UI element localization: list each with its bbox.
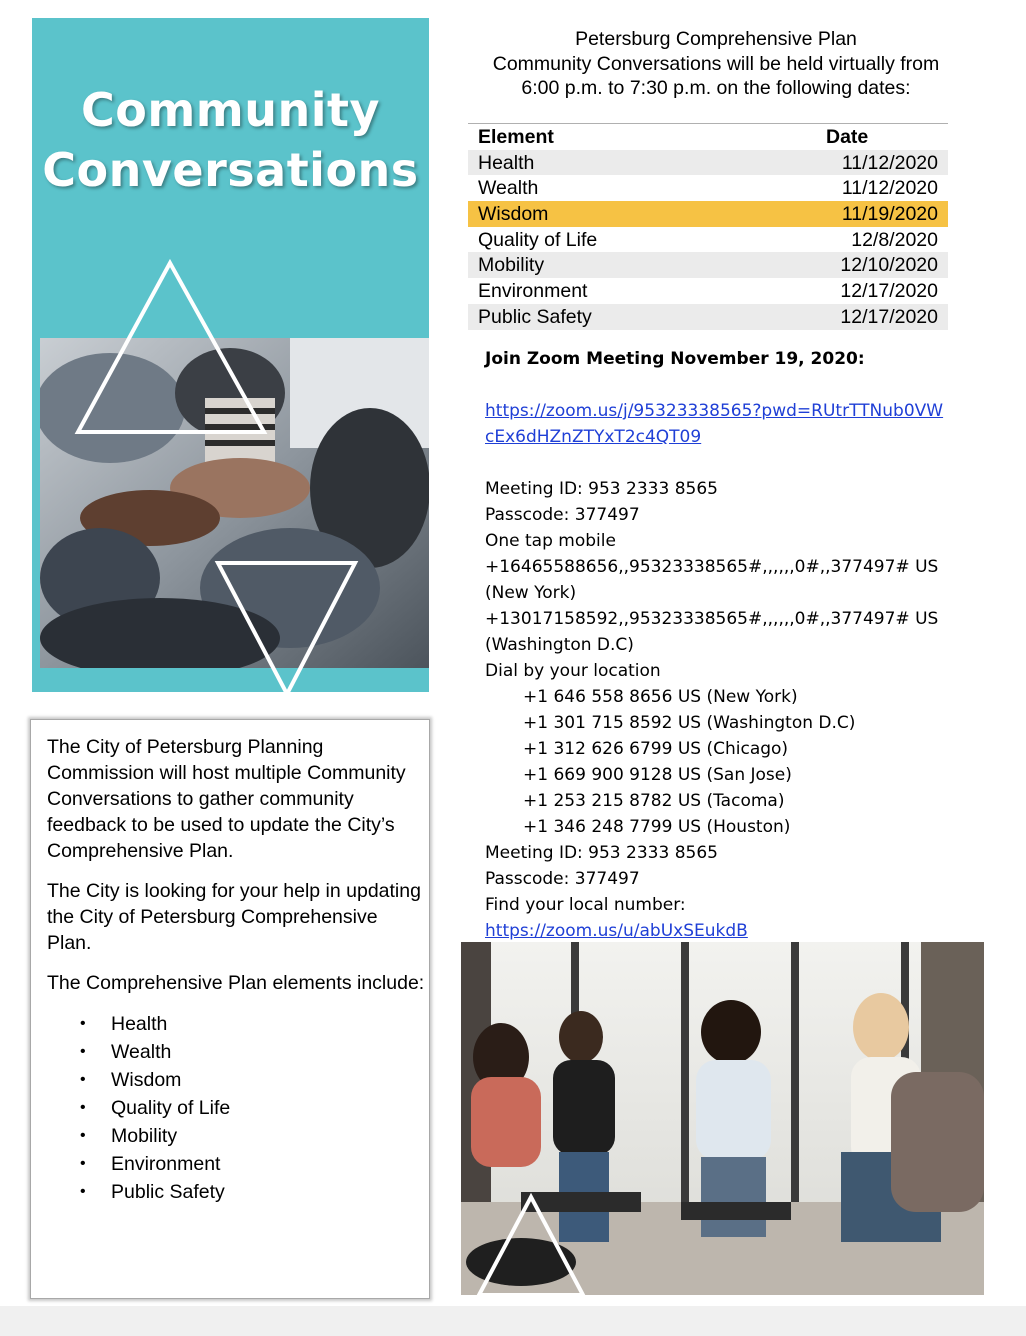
one-tap-number-2: +13017158592,,95323338565#,,,,,,0#,,377497# US	[485, 609, 939, 629]
elements-list	[47, 1010, 427, 1206]
table-row	[468, 304, 948, 330]
header-line-3: 6:00 p.m. to 7:30 p.m. on the following dates:	[521, 77, 911, 99]
list-item	[47, 1066, 427, 1094]
triangle-down-icon	[218, 563, 355, 692]
cell-date: 12/17/2020	[840, 280, 938, 303]
list-item-label: Public Safety	[111, 1181, 225, 1203]
list-item-label: Mobility	[111, 1125, 178, 1147]
table-header-row	[468, 124, 948, 150]
header-line-2: Community Conversations will be held virtually from	[492, 52, 940, 75]
bullet-icon: •	[80, 1155, 86, 1172]
info-paragraph-2: The City is looking for your help in updating the City of Petersburg Comprehensive Plan.	[47, 880, 421, 954]
bullet-icon: •	[80, 1099, 86, 1116]
zoom-meeting-link-cont[interactable]: cEx6dHZnZTYxT2c4QT09	[485, 427, 702, 447]
passcode: Passcode: 377497	[485, 505, 640, 525]
table-row	[468, 175, 948, 201]
table-row	[468, 150, 948, 176]
dial-number: +1 253 215 8782 US (Tacoma)	[523, 791, 785, 811]
group-discussion-photo	[461, 942, 984, 1295]
cell-date: 11/19/2020	[841, 203, 938, 226]
info-paragraph-3: The Comprehensive Plan elements include:	[47, 972, 425, 994]
dial-number: +1 669 900 9128 US (San Jose)	[523, 765, 792, 785]
cell-element: Public Safety	[478, 305, 592, 328]
list-item-label: Environment	[111, 1153, 221, 1175]
cell-element: Environment	[478, 280, 588, 303]
poster-triangles	[32, 18, 429, 692]
one-tap-location-2: (Washington D.C)	[485, 635, 634, 655]
table-row	[468, 278, 948, 304]
info-box	[30, 719, 430, 1299]
bullet-icon: •	[80, 1183, 86, 1200]
cell-date: 12/8/2020	[851, 228, 938, 251]
dial-label: Dial by your location	[485, 661, 661, 681]
list-item-label: Wealth	[111, 1041, 172, 1063]
meeting-id: Meeting ID: 953 2333 8565	[485, 479, 718, 499]
bullet-icon: •	[80, 1071, 86, 1088]
column-header-date: Date	[826, 126, 869, 148]
column-header-element: Element	[478, 126, 554, 148]
info-paragraph-1: The City of Petersburg Planning Commission will host multiple Community Conversations to gather community feedback to be used to update the City’s Comprehensive Plan.	[47, 736, 406, 862]
poster-title-line2: Conversations	[42, 143, 419, 197]
bullet-icon: •	[80, 1127, 86, 1144]
bullet-icon: •	[80, 1015, 86, 1032]
dial-number: +1 646 558 8656 US (New York)	[523, 687, 798, 707]
passcode-2: Passcode: 377497	[485, 869, 640, 889]
cell-date: 11/12/2020	[841, 177, 938, 200]
one-tap-location-1: (New York)	[485, 583, 577, 603]
cell-element: Health	[478, 151, 535, 174]
cell-element: Mobility	[478, 254, 545, 277]
dial-number: +1 312 626 6799 US (Chicago)	[523, 739, 789, 759]
page-bottom-band	[0, 1306, 1026, 1336]
one-tap-label: One tap mobile	[485, 531, 616, 551]
list-item	[47, 1150, 427, 1178]
zoom-meeting-link[interactable]: https://zoom.us/j/95323338565?pwd=RUtrTTNub0VW	[485, 401, 944, 421]
find-local-label: Find your local number:	[485, 895, 686, 915]
table-row-highlighted	[468, 201, 948, 227]
list-item	[47, 1010, 427, 1038]
one-tap-number-1: +16465588656,,95323338565#,,,,,,0#,,377497# US	[485, 557, 939, 577]
list-item	[47, 1122, 427, 1150]
cell-element: Quality of Life	[478, 228, 598, 251]
table-row	[468, 227, 948, 253]
table-row	[468, 252, 948, 278]
list-item-label: Quality of Life	[111, 1097, 231, 1119]
cell-date: 12/17/2020	[840, 305, 938, 328]
zoom-heading: Join Zoom Meeting November 19, 2020:	[485, 349, 865, 369]
list-item	[47, 1178, 427, 1206]
plan-header	[466, 27, 966, 101]
dial-number: +1 301 715 8592 US (Washington D.C)	[523, 713, 856, 733]
community-conversations-poster	[32, 18, 429, 692]
dial-number: +1 346 248 7799 US (Houston)	[523, 817, 791, 837]
list-item	[47, 1038, 427, 1066]
zoom-meeting-info	[485, 346, 985, 944]
cell-element: Wealth	[478, 177, 539, 200]
list-item	[47, 1094, 427, 1122]
schedule-table	[468, 123, 948, 330]
cell-element: Wisdom	[478, 203, 549, 226]
meeting-id-2: Meeting ID: 953 2333 8565	[485, 843, 718, 863]
cell-date: 12/10/2020	[840, 254, 938, 277]
header-line-1: Petersburg Comprehensive Plan	[575, 28, 857, 50]
cell-date: 11/12/2020	[841, 151, 938, 174]
poster-title-line1: Community	[81, 83, 380, 137]
bullet-icon: •	[80, 1043, 86, 1060]
local-number-link[interactable]: https://zoom.us/u/abUxSEukdB	[485, 921, 748, 941]
list-item-label: Wisdom	[111, 1069, 182, 1091]
triangle-up-icon	[78, 263, 264, 432]
list-item-label: Health	[111, 1013, 168, 1035]
